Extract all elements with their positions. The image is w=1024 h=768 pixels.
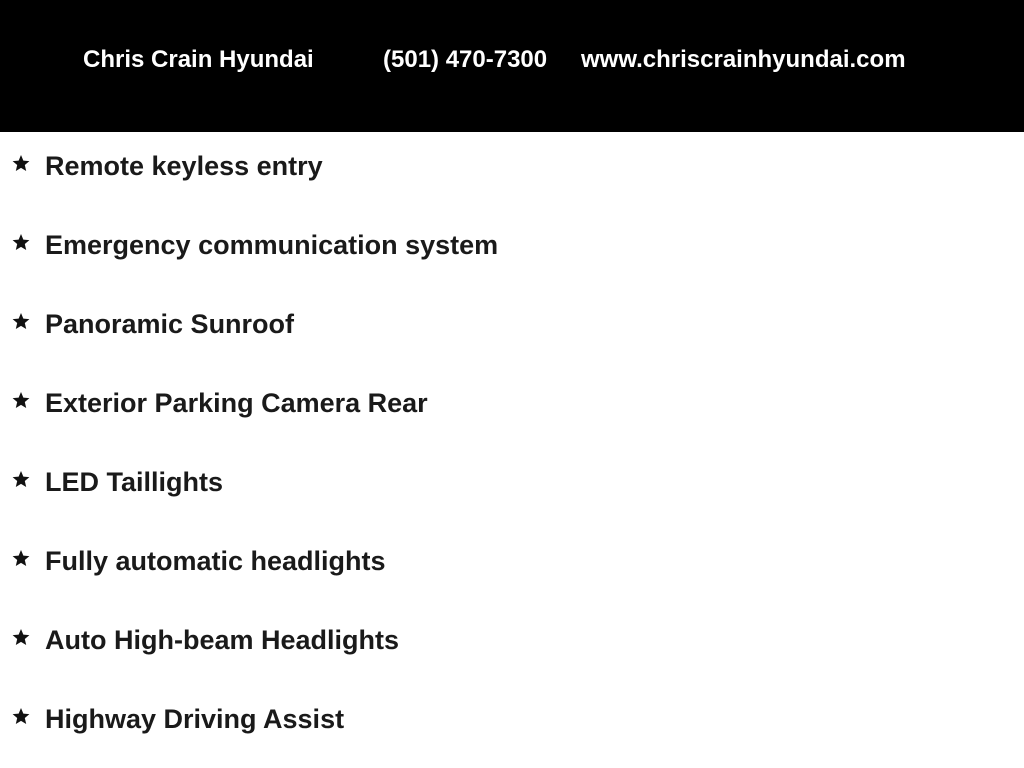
feature-label: LED Taillights bbox=[45, 467, 224, 497]
star-icon bbox=[11, 627, 31, 647]
star-icon bbox=[11, 706, 31, 726]
star-icon bbox=[11, 311, 31, 331]
feature-label: Fully automatic headlights bbox=[45, 546, 386, 576]
feature-label: Remote keyless entry bbox=[45, 151, 323, 181]
feature-item bbox=[0, 699, 1024, 739]
feature-item bbox=[0, 383, 1024, 423]
feature-label: Exterior Parking Camera Rear bbox=[45, 388, 428, 418]
feature-item bbox=[0, 304, 1024, 344]
feature-label: Auto High-beam Headlights bbox=[45, 625, 400, 655]
dealer-website[interactable]: www.chriscrainhyundai.com bbox=[581, 46, 906, 73]
star-icon bbox=[11, 548, 31, 568]
feature-item bbox=[0, 541, 1024, 581]
star-icon bbox=[11, 469, 31, 489]
feature-item bbox=[0, 146, 1024, 186]
feature-label: Emergency communication system bbox=[45, 230, 499, 260]
star-icon bbox=[11, 232, 31, 252]
feature-item bbox=[0, 462, 1024, 502]
dealer-header-bar bbox=[0, 0, 1024, 132]
feature-item bbox=[0, 225, 1024, 265]
feature-label: Panoramic Sunroof bbox=[45, 309, 295, 339]
feature-label: Highway Driving Assist bbox=[45, 704, 345, 734]
star-icon bbox=[11, 390, 31, 410]
star-icon bbox=[11, 153, 31, 173]
feature-item bbox=[0, 620, 1024, 660]
dealer-name: Chris Crain Hyundai bbox=[83, 46, 314, 73]
dealer-phone[interactable]: (501) 470-7300 bbox=[383, 46, 548, 73]
